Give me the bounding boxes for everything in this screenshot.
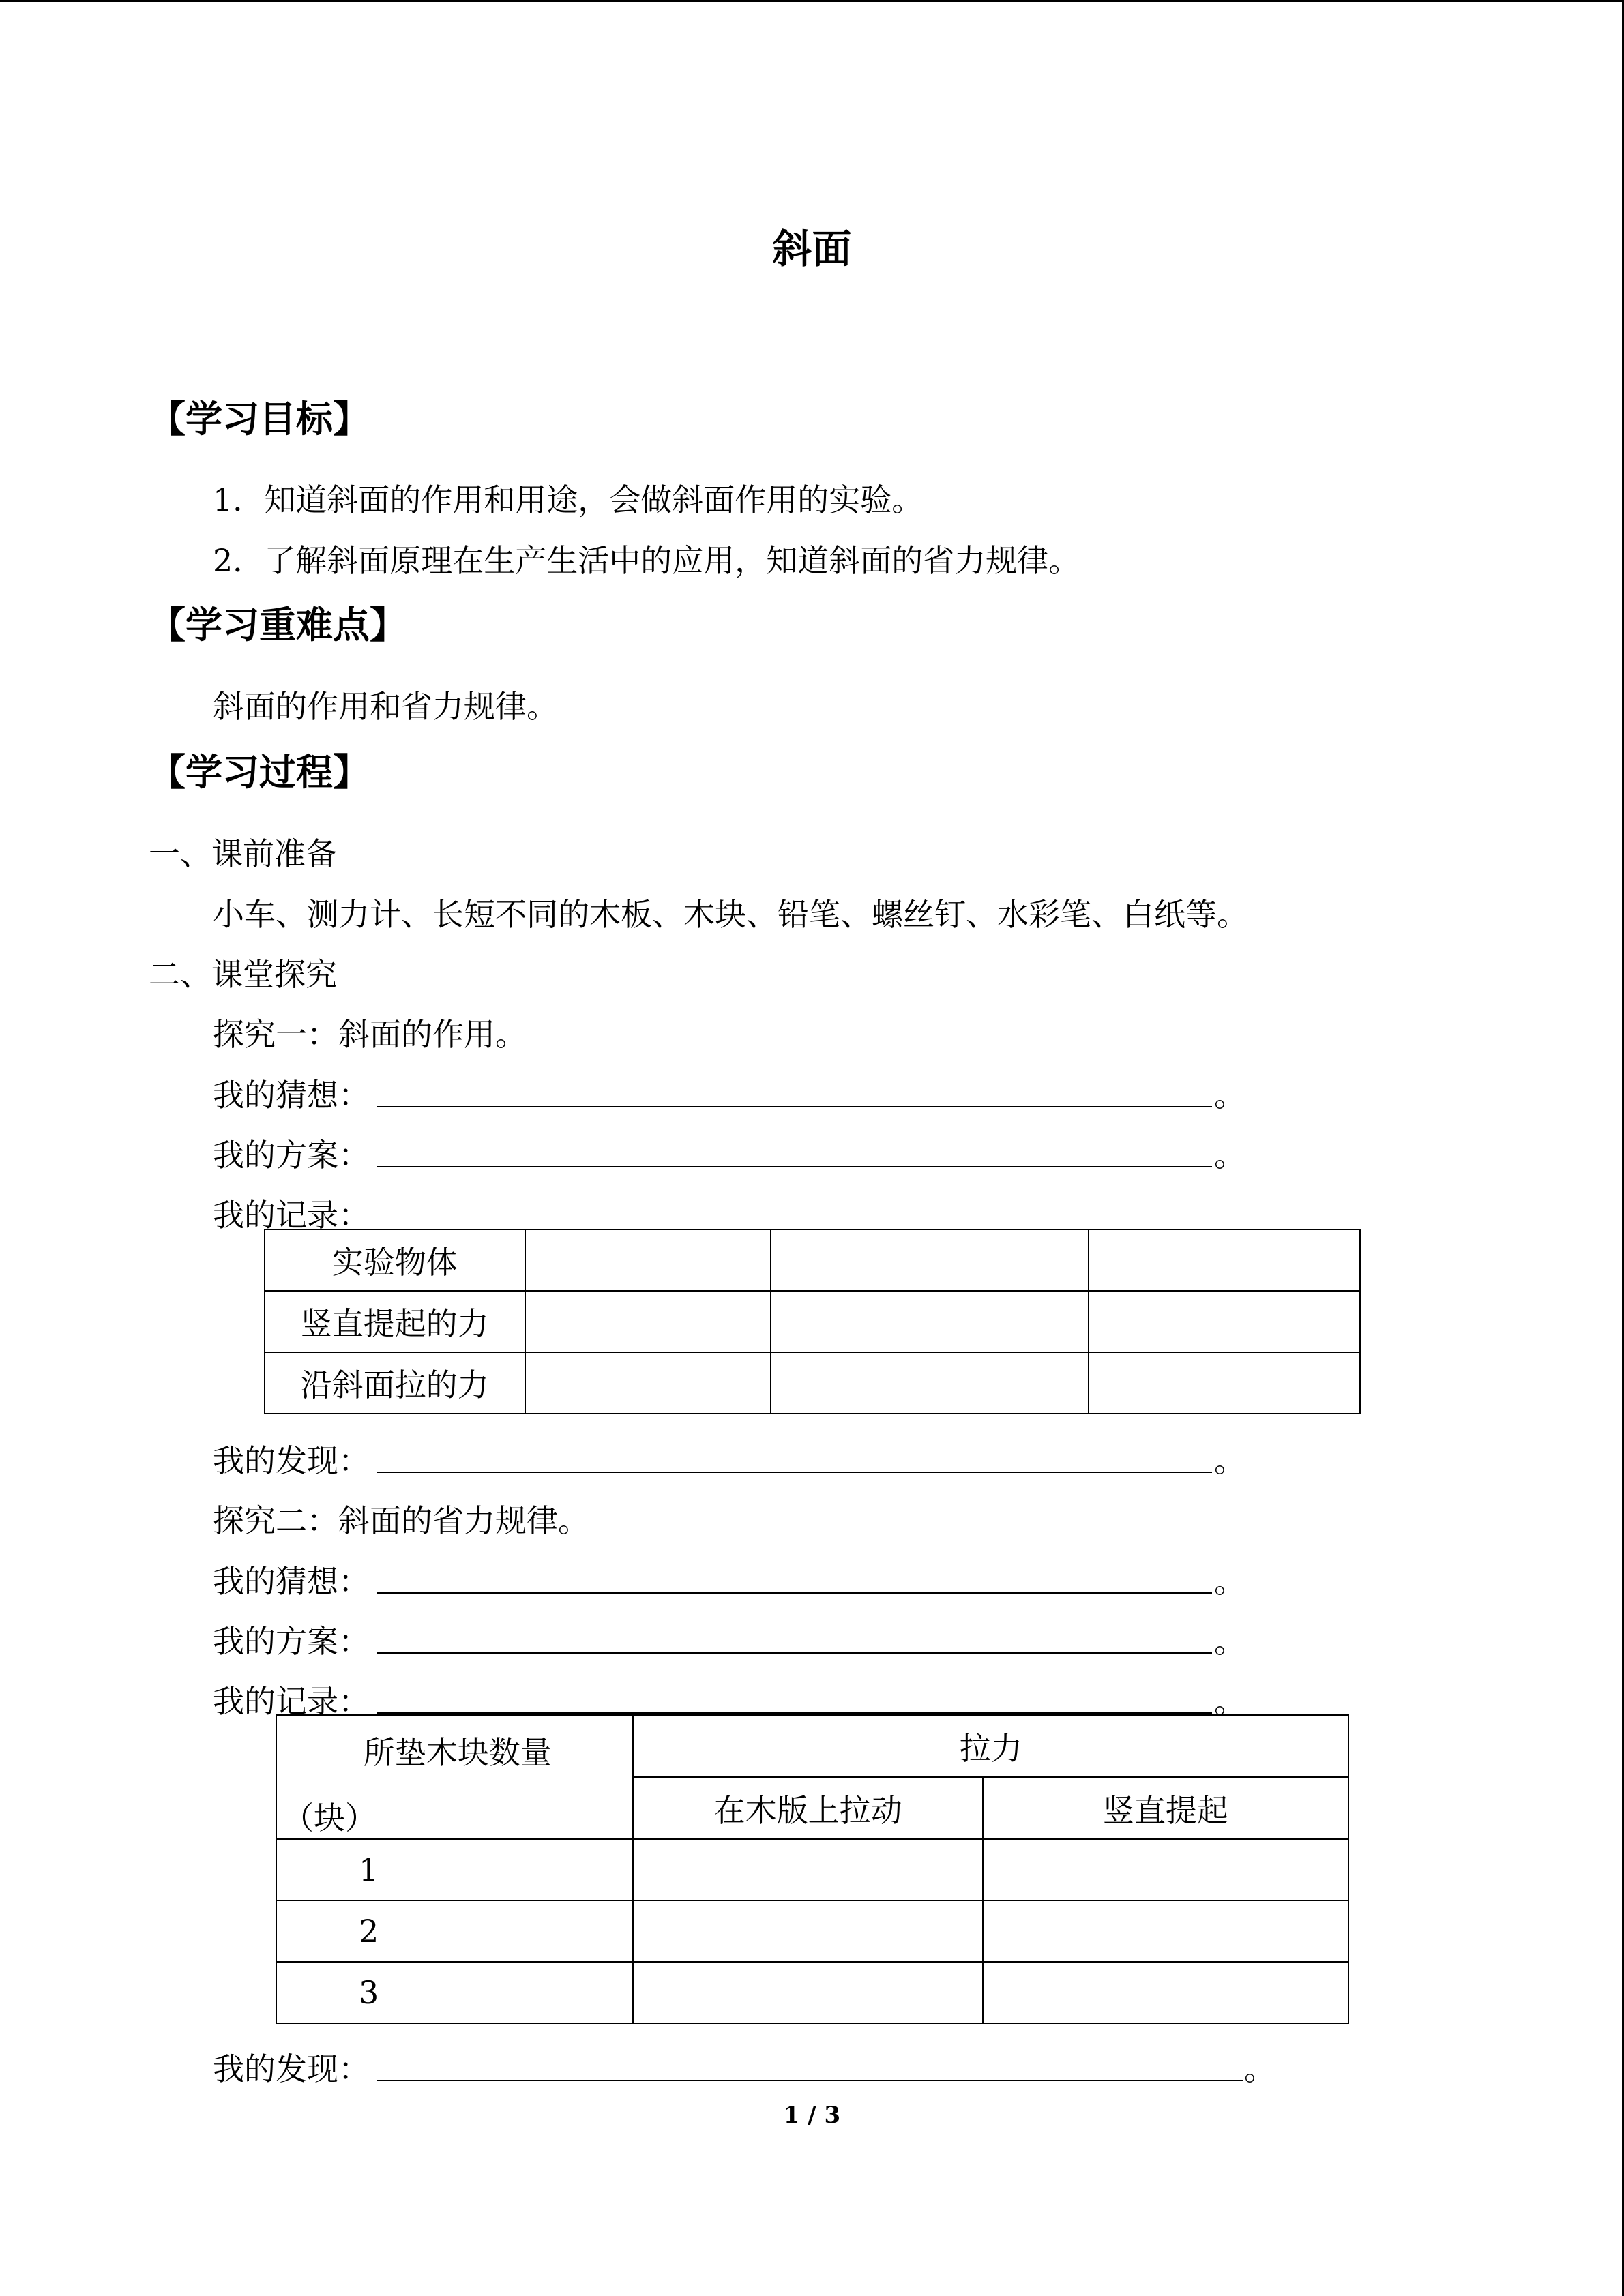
explore1-record-label: 我的记录： [213,1197,370,1234]
table-header-block-count [276,1715,633,1839]
explore2-plan-end: 。 [1214,1623,1245,1660]
explore2-plan-label: 我的方案： [213,1623,370,1660]
table-cell-count: 2 [276,1900,633,1962]
table-row [265,1291,1360,1352]
goals-heading: 【学习目标】 [149,398,370,441]
explore1-guess-label: 我的猜想： [213,1077,370,1114]
explore1-plan-blank[interactable] [377,1166,1212,1167]
table-cell-blank[interactable] [771,1352,1089,1414]
key-points-text: 斜面的作用和省力规律。 [213,688,558,725]
table-row [276,1839,1348,1900]
explore2-record-blank[interactable] [377,1712,1212,1714]
key-points-heading: 【学习重难点】 [149,603,407,646]
explore1-finding-label: 我的发现： [213,1442,370,1479]
table-cell-blank[interactable] [525,1352,771,1414]
page-number: 1 / 3 [783,2102,841,2129]
table-cell-blank[interactable] [1089,1229,1360,1291]
explore2-title: 探究二：斜面的省力规律。 [213,1502,589,1539]
table-header-vertical-lift: 竖直提起 [983,1777,1348,1839]
explore1-finding-end: 。 [1214,1442,1245,1479]
table-row [276,1900,1348,1962]
process-heading: 【学习过程】 [149,751,370,794]
table-cell-label: 沿斜面拉的力 [265,1352,525,1414]
explore2-finding-end: 。 [1244,2051,1275,2087]
explore1-guess-blank[interactable] [377,1106,1212,1107]
table-header-force: 拉力 [633,1715,1348,1777]
table-cell-blank[interactable] [771,1229,1089,1291]
table-cell-blank[interactable] [633,1962,982,2023]
page-title: 斜面 [772,226,852,272]
table-cell-label: 实验物体 [265,1229,525,1291]
table-cell-blank[interactable] [633,1900,982,1962]
explore1-record-table [264,1229,1361,1414]
table-cell-blank[interactable] [1089,1352,1360,1414]
explore2-guess-blank[interactable] [377,1592,1212,1594]
table-cell-count: 3 [276,1962,633,2023]
table-cell-label: 竖直提起的力 [265,1291,525,1352]
explore1-guess-end: 。 [1214,1077,1245,1114]
explore1-title: 探究一：斜面的作用。 [213,1016,527,1053]
table-cell-blank[interactable] [525,1291,771,1352]
goal-item-1: 1．知道斜面的作用和用途，会做斜面作用的实验。 [213,481,924,518]
goal-item-2: 2．了解斜面原理在生产生活中的应用，知道斜面的省力规律。 [213,542,1080,579]
table-row [265,1229,1360,1291]
explore2-record-end: 。 [1214,1683,1245,1720]
part1-heading: 一、课前准备 [149,835,337,872]
explore1-finding-blank[interactable] [377,1472,1212,1473]
table-header-row [276,1715,1348,1777]
explore2-record-label: 我的记录： [213,1683,370,1720]
table-cell-blank[interactable] [983,1900,1348,1962]
page-top-border [0,0,1624,2]
table-header-pull-on-board: 在木版上拉动 [633,1777,982,1839]
explore2-guess-label: 我的猜想： [213,1563,370,1600]
part1-materials: 小车、测力计、长短不同的木板、木块、铅笔、螺丝钉、水彩笔、白纸等。 [213,896,1248,933]
table-row [276,1962,1348,2023]
table-cell-blank[interactable] [771,1291,1089,1352]
table-row [265,1352,1360,1414]
explore2-plan-blank[interactable] [377,1652,1212,1654]
explore1-plan-label: 我的方案： [213,1137,370,1174]
part2-heading: 二、课堂探究 [149,956,337,993]
explore2-guess-end: 。 [1214,1563,1245,1600]
table-cell-blank[interactable] [525,1229,771,1291]
explore1-plan-end: 。 [1214,1137,1245,1174]
explore2-record-table [276,1714,1349,2024]
table-cell-blank[interactable] [633,1839,982,1900]
table-cell-count: 1 [276,1839,633,1900]
table-cell-blank[interactable] [1089,1291,1360,1352]
explore2-finding-blank[interactable] [377,2080,1243,2081]
table-cell-blank[interactable] [983,1962,1348,2023]
table-header-block-count-line1: 所垫木块数量 [363,1734,552,1771]
table-header-block-count-line2: （块） [282,1800,377,1836]
explore2-finding-label: 我的发现： [213,2051,370,2087]
table-cell-blank[interactable] [983,1839,1348,1900]
